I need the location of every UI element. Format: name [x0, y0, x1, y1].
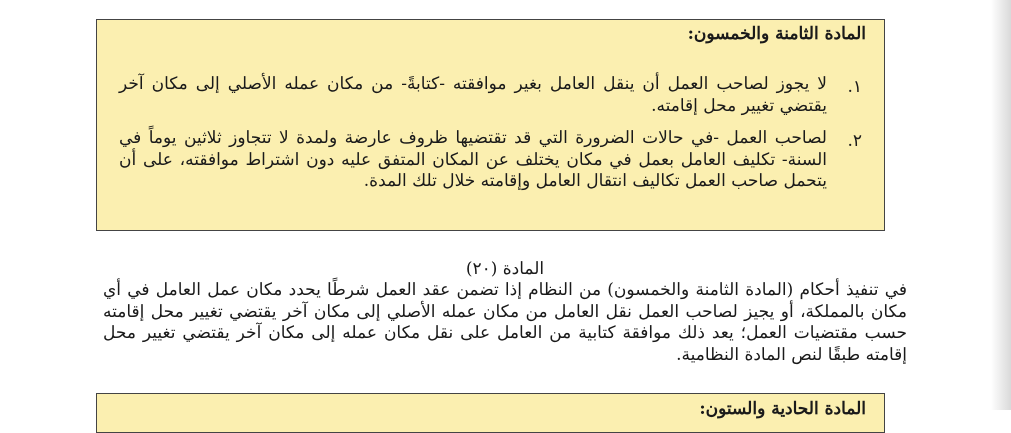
article-20-body: في تنفيذ أحكام (المادة الثامنة والخمسون) من النظام إذا تضمن عقد العمل شرطًا يحدد مكان عمل العامل في أي مكان بالمملكة، أو يجيز لصاحب العمل نقل العامل من مكان عمله الأصلي إلى مكان آخر يقتضي تغيير محل إقامته حسب مقتضيات العمل؛ يعد ذلك موافقة كتابية من العامل على نقل مكان عمله إلى مكان آخر يقتضي تغيير محل إقامته طبقًا لنص المادة النظامية.: [103, 280, 907, 365]
page-edge-shadow: [991, 0, 1011, 410]
article-61-box: [96, 393, 885, 433]
item-text: لصاحب العمل -في حالات الضرورة التي قد تقتضيها ظروف عارضة ولمدة لا تتجاوز ثلاثين يوماً في السنة- تكليف العامل بعمل في مكان يختلف عن المكان المتفق عليه دون اشتراط موافقته، على أن يتحمل صاحب العمل تكاليف انتقال العامل وإقامته خلال تلك المدة.: [119, 128, 827, 191]
item-number: ١.: [847, 77, 862, 97]
list-item: [95, 68, 884, 116]
list-item: [95, 128, 884, 191]
item-number: ٢.: [847, 131, 862, 151]
item-text: لا يجوز لصاحب العمل أن ينقل العامل بغير موافقته -كتابةً- من مكان عمله الأصلي إلى مكان آخر يقتضي تغيير محل إقامته.: [119, 74, 827, 116]
article-58-box: [96, 19, 885, 231]
article-61-title: المادة الحادية والستون:: [699, 399, 866, 419]
article-20-heading: المادة (٢٠): [465, 259, 545, 279]
article-58-title: المادة الثامنة والخمسون:: [687, 24, 866, 44]
